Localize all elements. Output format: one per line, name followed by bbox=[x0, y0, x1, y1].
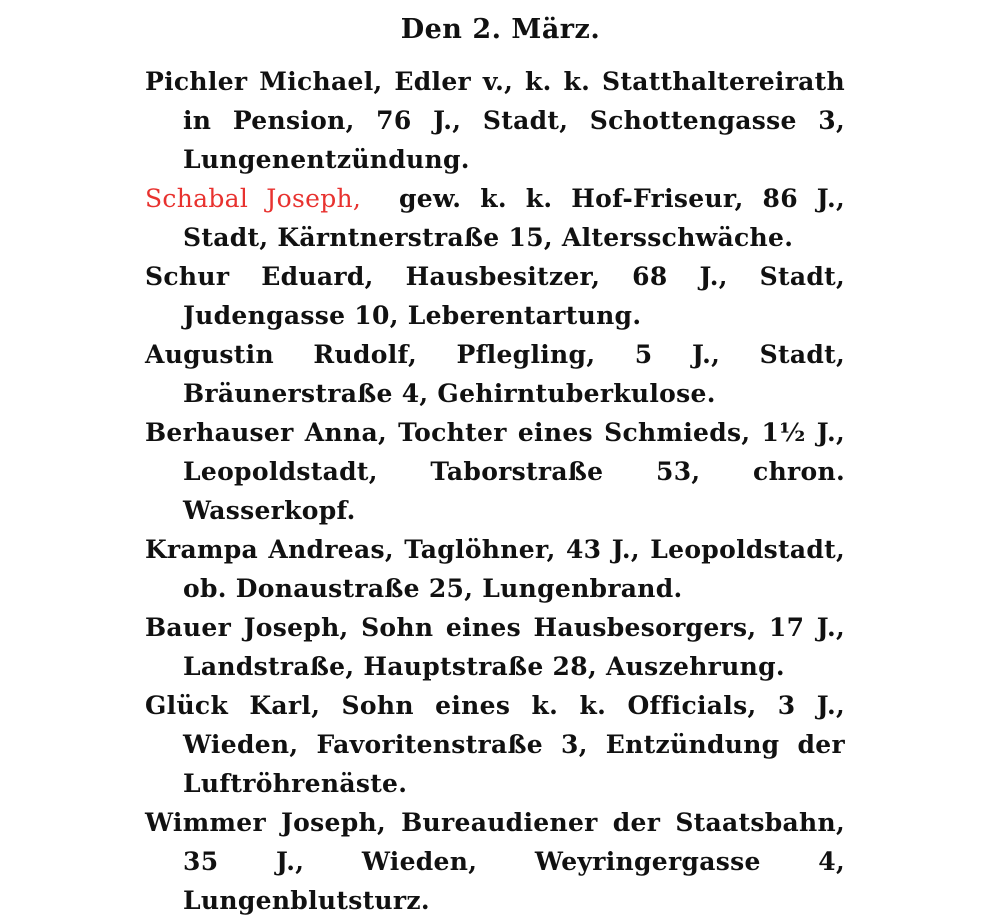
register-entry bbox=[145, 62, 845, 179]
entry-name: Schur Eduard, bbox=[145, 262, 374, 291]
register-entry bbox=[145, 608, 845, 686]
entry-name: Augustin Rudolf, bbox=[145, 340, 418, 369]
register-entry bbox=[145, 530, 845, 608]
register-entry bbox=[145, 257, 845, 335]
entry-details: Sohn eines Hausbesorgers, 17 J., Landstraße, Hauptstraße 28, Auszehrung. bbox=[183, 613, 845, 681]
register-entry bbox=[145, 686, 845, 803]
register-entry bbox=[145, 413, 845, 530]
register-entry bbox=[145, 335, 845, 413]
entry-name: Bauer Joseph, bbox=[145, 613, 349, 642]
entry-name: Berhauser Anna, bbox=[145, 418, 387, 447]
entry-name: Wimmer Joseph, bbox=[145, 808, 386, 837]
entry-details: Tochter eines Schmieds, 1½ J., Leopoldstadt, Taborstraße 53, chron. Wasserkopf. bbox=[183, 418, 845, 525]
date-heading: Den 2. März. bbox=[400, 14, 601, 45]
entry-name-highlighted: Schabal Joseph, bbox=[145, 184, 362, 213]
entry-name: Krampa Andreas, bbox=[145, 535, 394, 564]
entry-details: Bureaudiener der Staatsbahn, 35 J., Wieden, Weyringergasse 4, Lungenblutsturz. bbox=[183, 808, 845, 915]
entry-name: Glück Karl, bbox=[145, 691, 321, 720]
entry-details: Taglöhner, 43 J., Leopoldstadt, ob. Donaustraße 25, Lungenbrand. bbox=[183, 535, 845, 603]
entry-details: Pflegling, 5 J., Stadt, Bräunerstraße 4, Gehirntuberkulose. bbox=[183, 340, 845, 408]
register-entry bbox=[145, 803, 845, 920]
entry-details: Edler v., k. k. Statthaltereirath in Pension, 76 J., Stadt, Schottengasse 3, Lungenentzündung. bbox=[183, 67, 846, 174]
entry-details: Sohn eines k. k. Officials, 3 J., Wieden, Favoritenstraße 3, Entzündung der Luftröhrenäste. bbox=[183, 691, 845, 798]
entry-details: gew. k. k. Hof-Friseur, 86 J., Stadt, Kärntnerstraße 15, Altersschwäche. bbox=[183, 184, 846, 252]
entry-name: Pichler Michael, bbox=[145, 67, 383, 96]
death-register-list bbox=[145, 62, 845, 920]
register-entry-highlighted bbox=[145, 179, 845, 257]
entry-details: Hausbesitzer, 68 J., Stadt, Judengasse 10, Leberentartung. bbox=[183, 262, 845, 330]
